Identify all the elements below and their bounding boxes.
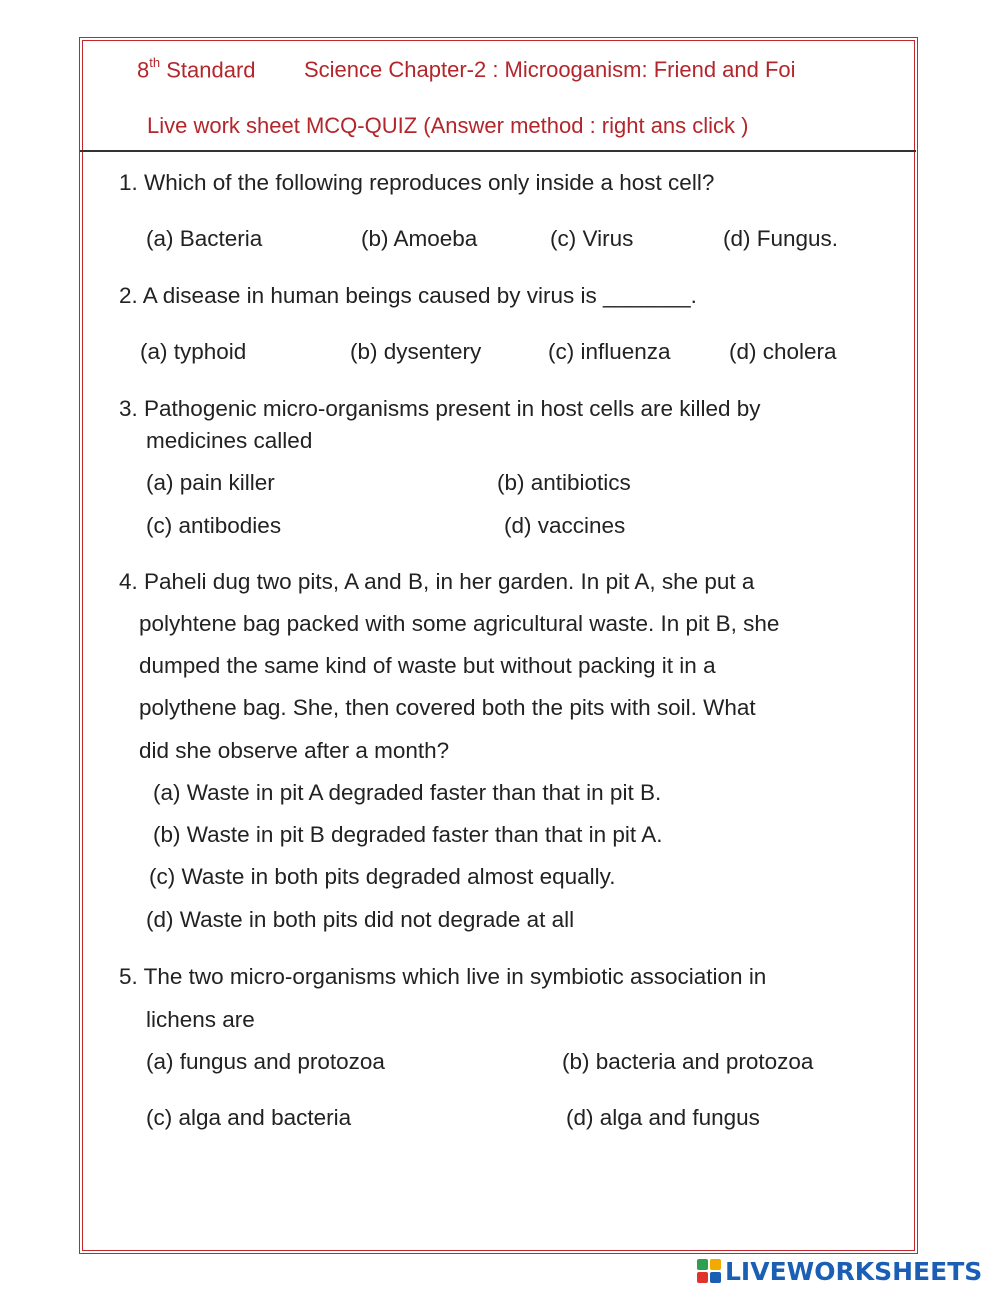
- q4-option-b[interactable]: (b) Waste in pit B degraded faster than that in pit A.: [153, 822, 663, 847]
- question-4-text-line-1: 4. Paheli dug two pits, A and B, in her garden. In pit A, she put a: [119, 569, 755, 594]
- header-divider: [80, 150, 916, 152]
- grade-superscript: th: [149, 55, 161, 70]
- q2-option-b[interactable]: (b) dysentery: [350, 339, 482, 364]
- question-4-text-line-4: polythene bag. She, then covered both the pits with soil. What: [139, 695, 756, 720]
- q3-option-d[interactable]: (d) vaccines: [504, 513, 626, 538]
- q2-option-a[interactable]: (a) typhoid: [140, 339, 247, 364]
- q1-option-d[interactable]: (d) Fungus.: [723, 226, 839, 251]
- q2-option-c[interactable]: (c) influenza: [548, 339, 671, 364]
- question-2-text: 2. A disease in human beings caused by virus is _______.: [119, 283, 697, 308]
- q2-option-d[interactable]: (d) cholera: [729, 339, 837, 364]
- question-5-text-line-2: lichens are: [146, 1007, 255, 1032]
- question-3-text-line-1: 3. Pathogenic micro-organisms present in host cells are killed by: [119, 396, 761, 421]
- logo-text: LIVEWORKSHEETS: [725, 1256, 983, 1286]
- logo-blocks-icon: [697, 1259, 721, 1283]
- question-4-text-line-3: dumped the same kind of waste but without packing it in a: [139, 653, 716, 678]
- liveworksheets-logo: [697, 1256, 982, 1286]
- q5-option-a[interactable]: (a) fungus and protozoa: [146, 1049, 385, 1074]
- q4-option-c[interactable]: (c) Waste in both pits degraded almost equally.: [149, 864, 616, 889]
- header-title: Science Chapter-2 : Microoganism: Friend and Foi: [304, 57, 796, 82]
- question-4-text-line-5: did she observe after a month?: [139, 738, 450, 763]
- q5-option-d[interactable]: (d) alga and fungus: [566, 1105, 760, 1130]
- q4-option-d[interactable]: (d) Waste in both pits did not degrade at all: [146, 907, 575, 932]
- question-4-text-line-2: polyhtene bag packed with some agricultural waste. In pit B, she: [139, 611, 780, 636]
- q5-option-c[interactable]: (c) alga and bacteria: [146, 1105, 352, 1130]
- grade-word: Standard: [166, 57, 256, 83]
- q1-option-c[interactable]: (c) Virus: [550, 226, 634, 251]
- q5-option-b[interactable]: (b) bacteria and protozoa: [562, 1049, 814, 1074]
- header-grade: [137, 57, 256, 83]
- header-subtitle: Live work sheet MCQ-QUIZ (Answer method : right ans click ): [147, 113, 749, 138]
- logo-block-icon: [710, 1272, 721, 1283]
- q3-option-c[interactable]: (c) antibodies: [146, 513, 282, 538]
- question-5-text-line-1: 5. The two micro-organisms which live in symbiotic association in: [119, 964, 767, 989]
- q1-option-a[interactable]: (a) Bacteria: [146, 226, 263, 251]
- logo-block-icon: [697, 1259, 708, 1270]
- logo-block-icon: [710, 1259, 721, 1270]
- grade-number: 8: [137, 57, 150, 83]
- question-3-text-line-2: medicines called: [146, 428, 313, 453]
- logo-block-icon: [697, 1272, 708, 1283]
- q4-option-a[interactable]: (a) Waste in pit A degraded faster than that in pit B.: [153, 780, 662, 805]
- q3-option-a[interactable]: (a) pain killer: [146, 470, 275, 495]
- question-1-text: 1. Which of the following reproduces only inside a host cell?: [119, 170, 715, 195]
- q3-option-b[interactable]: (b) antibiotics: [497, 470, 631, 495]
- q1-option-b[interactable]: (b) Amoeba: [361, 226, 478, 251]
